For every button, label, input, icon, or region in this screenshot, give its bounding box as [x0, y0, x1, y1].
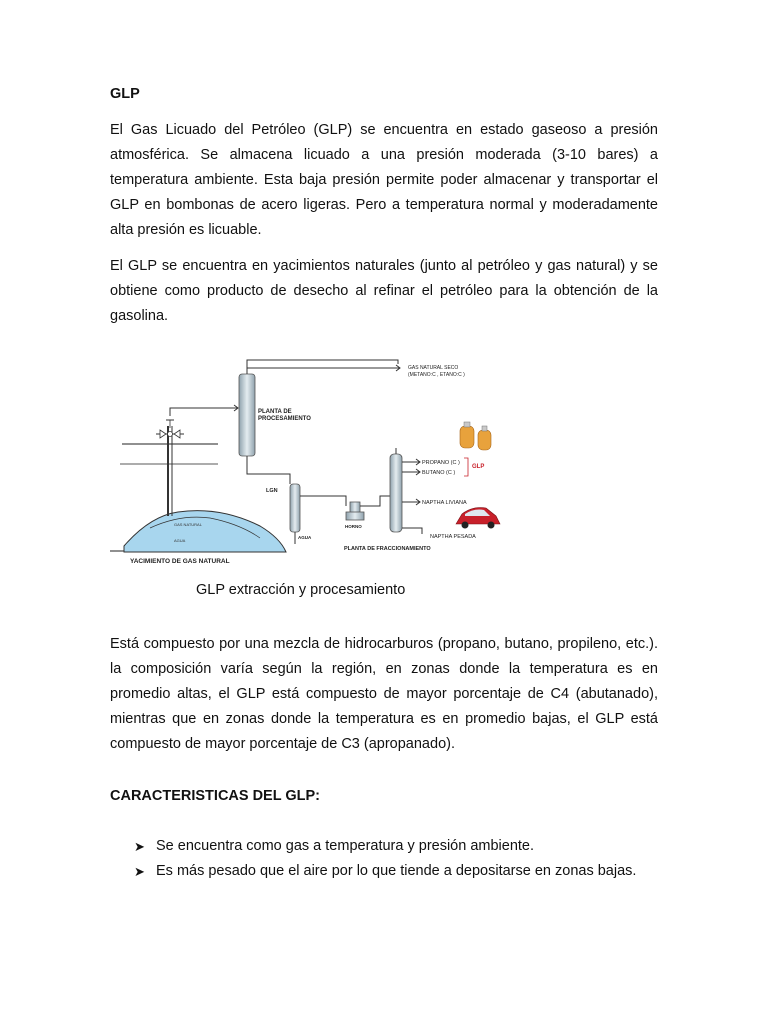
svg-text:PROCESAMIENTO: PROCESAMIENTO: [258, 416, 311, 422]
section-title: CARACTERISTICAS DEL GLP:: [110, 788, 320, 804]
svg-text:NAPTHA PESADA: NAPTHA PESADA: [430, 534, 476, 540]
paragraph-1: El Gas Licuado del Petróleo (GLP) se encuentra en estado gaseoso a presión atmosférica. Se almacena licuado a una presión moderada (3-10 bares) a temperatura ambiente. Esta baja presión permite poder almacenar y transportar el GLP en bombonas de acero ligeras. Pero a temperatura normal y moderadamente alta presión es licuable.: [110, 122, 658, 238]
svg-text:PLANTA DE: PLANTA DE: [258, 409, 292, 415]
lgn-column: [290, 484, 300, 532]
svg-text:LGN: LGN: [266, 488, 278, 494]
list-item-text: Se encuentra como gas a temperatura y presión ambiente.: [156, 838, 535, 854]
arrow-bullet-icon: ➤: [134, 839, 145, 854]
characteristics-list: [110, 834, 658, 884]
svg-text:BUTANO (C ): BUTANO (C ): [422, 470, 456, 476]
arrow-bullet-icon: ➤: [134, 864, 145, 879]
svg-text:PROPANO (C ): PROPANO (C ): [422, 460, 460, 466]
gas-cylinder-icon: [460, 422, 491, 450]
reservoir-shape: [124, 511, 286, 552]
svg-text:GAS NATURAL: GAS NATURAL: [174, 522, 202, 527]
car-icon: [456, 508, 500, 529]
list-item: [110, 834, 658, 859]
svg-text:(METANO:C , ETANO:C ): (METANO:C , ETANO:C ): [408, 372, 465, 378]
wellhead-valve-icon: [156, 420, 184, 438]
furnace-icon: [346, 502, 364, 520]
paragraph-2: El GLP se encuentra en yacimientos naturales (junto al petróleo y gas natural) y se obtiene como producto de desecho al refinar el petróleo para la obtención de la gasolina.: [110, 258, 658, 324]
figure-caption: GLP extracción y procesamiento: [196, 582, 406, 598]
list-item-text: Es más pesado que el aire por lo que tiende a depositarse en zonas bajas.: [156, 863, 637, 879]
svg-text:NAPTHA LIVIANA: NAPTHA LIVIANA: [422, 500, 467, 506]
fractionation-column: [390, 454, 402, 532]
svg-text:PLANTA DE FRACCIONAMIENTO: PLANTA DE FRACCIONAMIENTO: [344, 546, 431, 552]
svg-text:AGUA: AGUA: [174, 538, 186, 543]
svg-text:HORNO: HORNO: [345, 524, 362, 529]
paragraph-3: Está compuesto por una mezcla de hidrocarburos (propano, butano, propileno, etc.). la composición varía según la región, en zonas donde la temperatura es en promedio altas, el GLP está compuesto de mayor porcentaje de C4 (abutanado), mientras que en zonas donde la temperatura es en promedio bajas, el GLP está compuesto de mayor porcentaje de C3 (apropanado).: [110, 636, 658, 752]
svg-text:YACIMIENTO DE GAS NATURAL: YACIMIENTO DE GAS NATURAL: [130, 558, 230, 565]
svg-text:AGUA: AGUA: [298, 535, 312, 540]
list-item: [110, 859, 658, 884]
processing-column: [239, 374, 255, 456]
svg-text:GLP: GLP: [472, 464, 485, 470]
page-title: GLP: [110, 86, 140, 102]
svg-text:GAS NATURAL SECO: GAS NATURAL SECO: [408, 365, 459, 371]
glp-process-diagram: [110, 356, 510, 572]
